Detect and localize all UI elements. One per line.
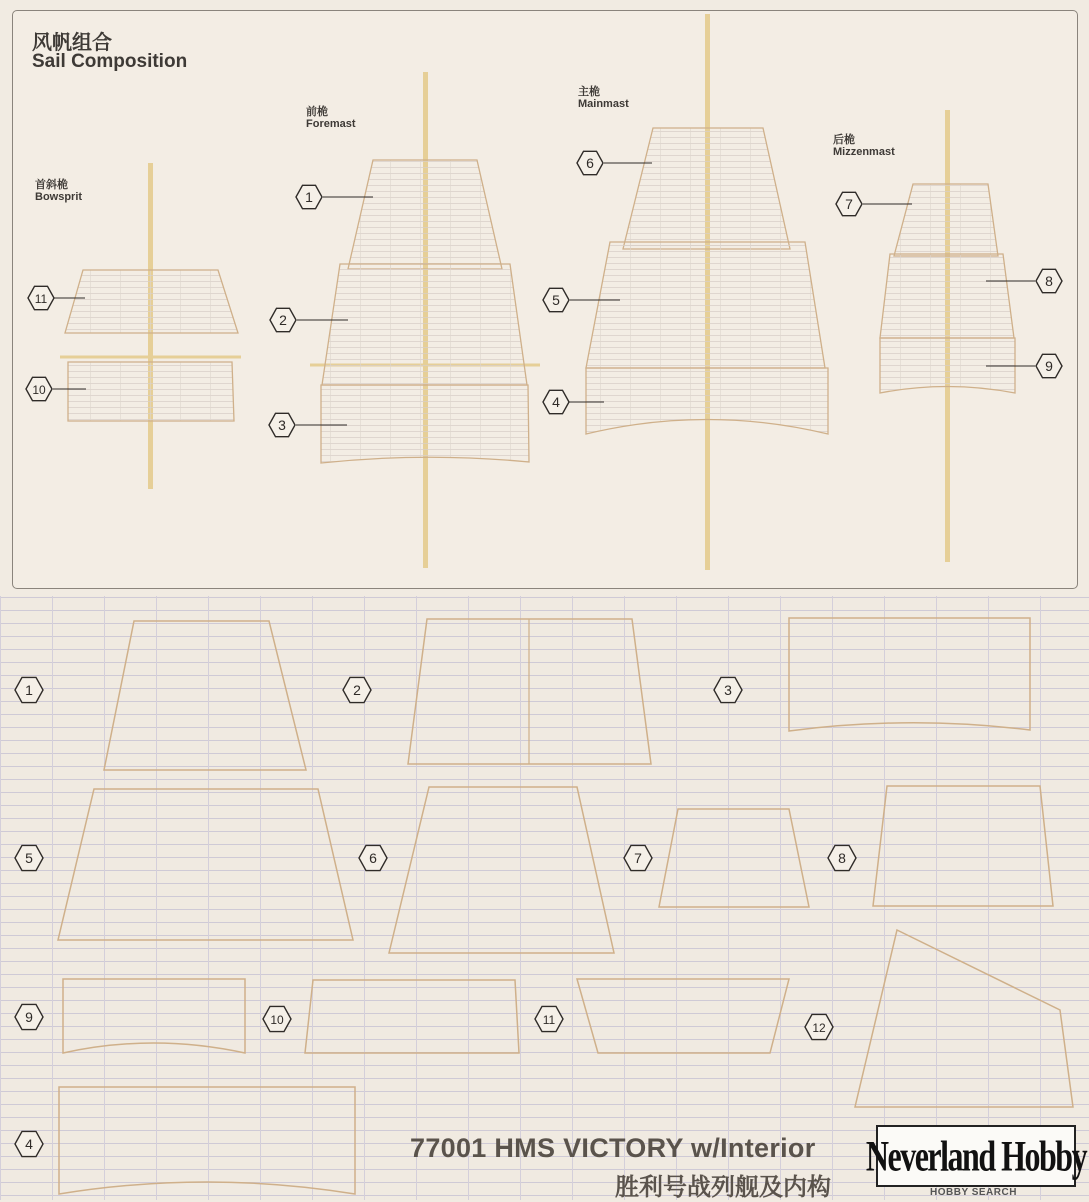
- part-callout-8: [828, 845, 856, 870]
- part-callout-5-number: 5: [25, 850, 33, 866]
- assembly-sail-3: [321, 385, 529, 463]
- mizzenmast-label: Mizzenmast: [833, 146, 895, 158]
- assembly-callout-6-number: 6: [586, 155, 594, 171]
- watermark-text: HOBBY SEARCH: [930, 1187, 1017, 1198]
- assembly-callout-7-number: 7: [845, 196, 853, 212]
- assembly-sail-2: [322, 264, 527, 385]
- mainmast-label: Mainmast: [578, 98, 629, 110]
- part-callout-8-number: 8: [838, 850, 846, 866]
- part-callout-1: [15, 677, 43, 702]
- part-callout-6: [359, 845, 387, 870]
- assembly-callout-3: [269, 413, 295, 436]
- assembly-sail-6: [623, 128, 790, 249]
- part-callout-6-number: 6: [369, 850, 377, 866]
- assembly-callout-4: [543, 390, 569, 413]
- assembly-sails: [65, 128, 1015, 463]
- part-callout-4: [15, 1131, 43, 1156]
- part-callout-11: [535, 1006, 563, 1031]
- assembly-callout-9-number: 9: [1045, 358, 1053, 374]
- assembly-callout-2: [270, 308, 296, 331]
- assembly-callout-9: [1036, 354, 1062, 377]
- part-callout-12-number: 12: [812, 1021, 826, 1035]
- assembly-sail-5: [586, 242, 825, 368]
- assembly-callout-11-number: 11: [34, 292, 48, 306]
- assembly-callout-8-number: 8: [1045, 273, 1053, 289]
- mizzenmast-label-cn: 后桅: [833, 134, 855, 146]
- assembly-callout-5: [543, 288, 569, 311]
- part-callout-3-number: 3: [724, 682, 732, 698]
- assembly-callout-6: [577, 151, 603, 174]
- sheet-grid: [0, 596, 1089, 1200]
- assembly-sail-7: [894, 184, 998, 256]
- foremast-label: Foremast: [306, 118, 356, 130]
- part-callout-9-number: 9: [25, 1009, 33, 1025]
- brand-logo-text: Neverland Hobby: [865, 1131, 1087, 1180]
- part-callout-1-number: 1: [25, 682, 33, 698]
- part-callout-3: [714, 677, 742, 702]
- brand-logo: [865, 1125, 1087, 1187]
- assembly-callout-3-number: 3: [278, 417, 286, 433]
- assembly-callout-4-number: 4: [552, 394, 560, 410]
- heading-english: Sail Composition: [32, 51, 188, 72]
- assembly-sail-8: [880, 254, 1014, 338]
- part-callout-2-number: 2: [353, 682, 361, 698]
- part-callout-7: [624, 845, 652, 870]
- assembly-callout-8: [1036, 269, 1062, 292]
- assembly-callout-10: [26, 377, 52, 400]
- assembly-callout-5-number: 5: [552, 292, 560, 308]
- assembly-sail-1: [348, 160, 502, 269]
- bowsprit-label: Bowsprit: [35, 191, 83, 203]
- part-callout-5: [15, 845, 43, 870]
- part-callout-4-number: 4: [25, 1136, 33, 1152]
- assembly-sail-10: [68, 362, 234, 421]
- assembly-callout-10-number: 10: [32, 383, 46, 397]
- bowsprit-label-cn: 首斜桅: [35, 179, 68, 191]
- heading-chinese: 风帆组合: [32, 32, 112, 54]
- part-callout-9: [15, 1004, 43, 1029]
- assembly-callout-7: [836, 192, 862, 215]
- assembly-callout-11: [28, 286, 54, 309]
- product-title: 77001 HMS VICTORY w/Interior: [410, 1133, 816, 1163]
- assembly-callout-1: [296, 185, 322, 208]
- part-callout-12: [805, 1014, 833, 1039]
- assembly-callout-2-number: 2: [279, 312, 287, 328]
- part-callout-10: [263, 1006, 291, 1031]
- part-callout-10-number: 10: [270, 1013, 284, 1027]
- foremast-label-cn: 前桅: [306, 106, 328, 118]
- part-callout-2: [343, 677, 371, 702]
- assembly-sail-11: [65, 270, 238, 333]
- part-callout-11-number: 11: [542, 1013, 556, 1027]
- assembly-callout-1-number: 1: [305, 189, 313, 205]
- part-callout-7-number: 7: [634, 850, 642, 866]
- mainmast-label-cn: 主桅: [578, 86, 600, 98]
- product-subtitle-cn: 胜利号战列舰及内构: [615, 1174, 831, 1201]
